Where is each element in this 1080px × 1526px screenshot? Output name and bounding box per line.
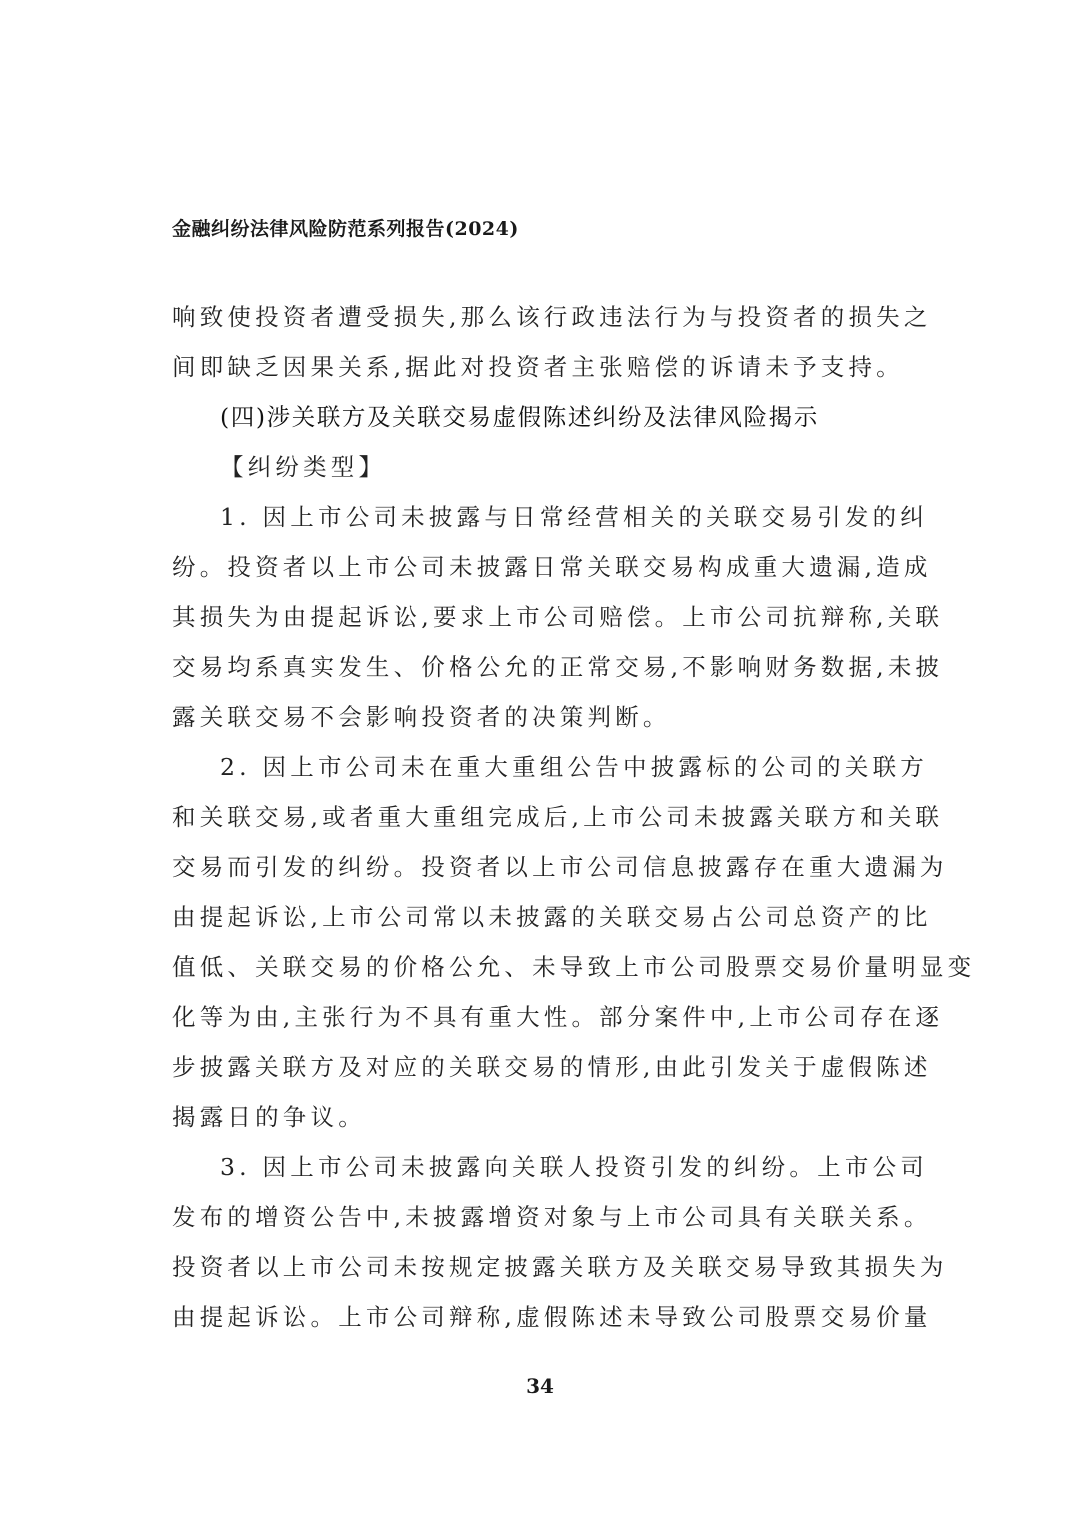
text-line: 其损失为由提起诉讼,要求上市公司赔偿。上市公司抗辩称,关联: [172, 603, 944, 631]
paragraph-item-3: [172, 1142, 948, 1342]
paragraph-continuation: [172, 292, 932, 392]
section-heading: (四)涉关联方及关联交易虚假陈述纠纷及法律风险揭示: [220, 403, 819, 431]
text-line: 发布的增资公告中,未披露增资对象与上市公司具有关联关系。: [172, 1203, 932, 1231]
text-line: 露关联交易不会影响投资者的决策判断。: [172, 703, 671, 731]
text-line: 纷。投资者以上市公司未披露日常关联交易构成重大遗漏,造成: [172, 553, 932, 581]
text-line: 1. 因上市公司未披露与日常经营相关的关联交易引发的纠: [220, 503, 928, 531]
text-line: 3. 因上市公司未披露向关联人投资引发的纠纷。上市公司: [220, 1153, 928, 1181]
text-line: 间即缺乏因果关系,据此对投资者主张赔偿的诉请未予支持。: [172, 353, 904, 381]
text-line: 由提起诉讼,上市公司常以未披露的关联交易占公司总资产的比: [172, 903, 932, 931]
text-line: 化等为由,主张行为不具有重大性。部分案件中,上市公司存在逐: [172, 1003, 944, 1031]
paragraph-item-2: [172, 742, 976, 1142]
paragraph-item-1: [172, 492, 944, 742]
text-line: 交易均系真实发生、价格公允的正常交易,不影响财务数据,未披: [172, 653, 944, 681]
text-line: 交易而引发的纠纷。投资者以上市公司信息披露存在重大遗漏为: [172, 853, 948, 881]
page-number: 34: [526, 1374, 554, 1398]
text-line: 由提起诉讼。上市公司辩称,虚假陈述未导致公司股票交易价量: [172, 1303, 932, 1331]
text-line: 和关联交易,或者重大重组完成后,上市公司未披露关联方和关联: [172, 803, 944, 831]
text-line: 2. 因上市公司未在重大重组公告中披露标的公司的关联方: [220, 753, 928, 781]
running-header-title: 金融纠纷法律风险防范系列报告(2024): [172, 218, 519, 240]
text-line: 揭露日的争议。: [172, 1103, 366, 1131]
text-line: 响致使投资者遭受损失,那么该行政违法行为与投资者的损失之: [172, 303, 932, 331]
text-line: 步披露关联方及对应的关联交易的情形,由此引发关于虚假陈述: [172, 1053, 932, 1081]
text-line: 投资者以上市公司未按规定披露关联方及关联交易导致其损失为: [172, 1253, 948, 1281]
dispute-type-heading: 【纠纷类型】: [220, 453, 387, 481]
text-line: 值低、关联交易的价格公允、未导致上市公司股票交易价量明显变: [172, 953, 976, 981]
document-body: [172, 292, 976, 1342]
